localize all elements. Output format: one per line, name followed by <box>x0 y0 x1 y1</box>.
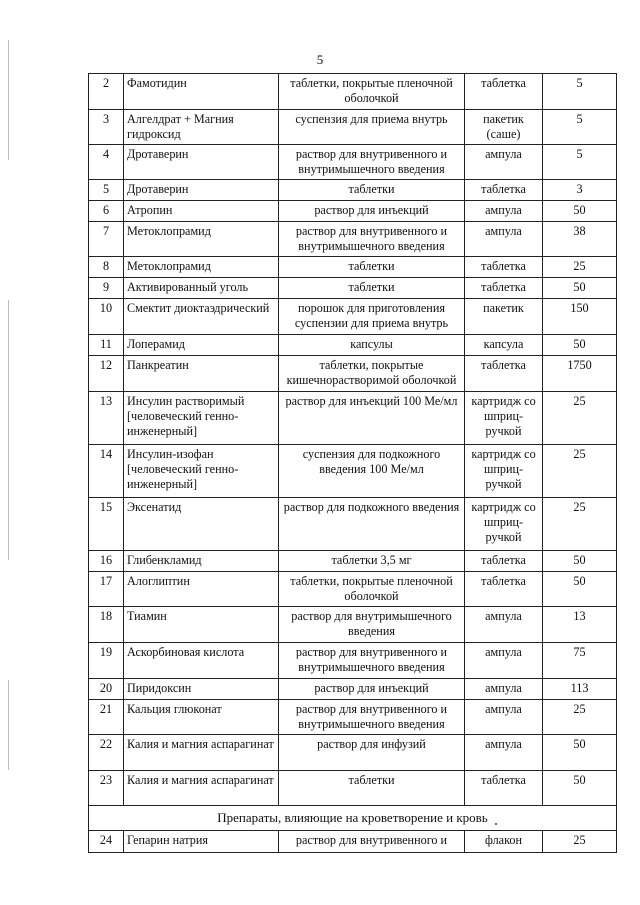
drug-name: Инсулин растворимый [человеческий генно-инженерный] <box>124 392 279 445</box>
table-row <box>89 110 617 145</box>
table-row <box>89 278 617 299</box>
package-unit: пакетик <box>465 299 543 335</box>
row-number: 4 <box>89 145 124 180</box>
drug-name: Алоглиптин <box>124 572 279 607</box>
quantity: 25 <box>543 257 617 278</box>
drug-name: Панкреатин <box>124 356 279 392</box>
quantity: 25 <box>543 700 617 735</box>
table-row <box>89 771 617 806</box>
quantity: 75 <box>543 643 617 679</box>
drug-name: Кальция глюконат <box>124 700 279 735</box>
table-row <box>89 222 617 257</box>
drug-name: Атропин <box>124 201 279 222</box>
table-row <box>89 335 617 356</box>
dosage-form: раствор для инфузий <box>279 735 465 771</box>
dosage-form: суспензия для приема внутрь <box>279 110 465 145</box>
package-unit: таблетка <box>465 278 543 299</box>
dosage-form: суспензия для подкожного введения 100 Ме/мл <box>279 445 465 498</box>
drug-name: Метоклопрамид <box>124 257 279 278</box>
row-number: 14 <box>89 445 124 498</box>
drug-name: Аскорбиновая кислота <box>124 643 279 679</box>
row-number: 23 <box>89 771 124 806</box>
package-unit: таблетка <box>465 572 543 607</box>
quantity: 50 <box>543 335 617 356</box>
row-number: 9 <box>89 278 124 299</box>
table-row <box>89 735 617 771</box>
quantity: 13 <box>543 607 617 643</box>
row-number: 3 <box>89 110 124 145</box>
drug-name: Дротаверин <box>124 145 279 180</box>
package-unit: пакетик (саше) <box>465 110 543 145</box>
dosage-form: таблетки <box>279 180 465 201</box>
package-unit: картридж со шприц-ручкой <box>465 392 543 445</box>
package-unit: таблетка <box>465 771 543 806</box>
drug-name: Лоперамид <box>124 335 279 356</box>
dosage-form: раствор для внутривенного и внутримышечного введения <box>279 700 465 735</box>
drug-name: Глибенкламид <box>124 551 279 572</box>
dosage-form: раствор для внутривенного и <box>279 831 465 853</box>
table-row <box>89 74 617 110</box>
package-unit: ампула <box>465 607 543 643</box>
table-row <box>89 551 617 572</box>
package-unit: таблетка <box>465 356 543 392</box>
quantity: 5 <box>543 110 617 145</box>
package-unit: ампула <box>465 222 543 257</box>
table-row <box>89 831 617 853</box>
table-row <box>89 498 617 551</box>
row-number: 17 <box>89 572 124 607</box>
drug-name: Метоклопрамид <box>124 222 279 257</box>
table-row <box>89 445 617 498</box>
quantity: 5 <box>543 74 617 110</box>
table-row <box>89 201 617 222</box>
quantity: 3 <box>543 180 617 201</box>
dosage-form: раствор для внутривенного и внутримышечного введения <box>279 145 465 180</box>
quantity: 50 <box>543 278 617 299</box>
dosage-form: раствор для инъекций <box>279 679 465 700</box>
drug-table <box>88 73 617 853</box>
table-row <box>89 679 617 700</box>
dosage-form: раствор для подкожного введения <box>279 498 465 551</box>
table-row <box>89 392 617 445</box>
package-unit: ампула <box>465 201 543 222</box>
row-number: 19 <box>89 643 124 679</box>
dosage-form: раствор для инъекций <box>279 201 465 222</box>
section-heading: Препараты, влияющие на кроветворение и кровь <box>89 806 617 831</box>
quantity: 1750 <box>543 356 617 392</box>
quantity: 50 <box>543 771 617 806</box>
drug-name: Алгелдрат + Магния гидроксид <box>124 110 279 145</box>
drug-name: Калия и магния аспарагинат <box>124 771 279 806</box>
scan-speck <box>495 823 497 825</box>
table-row <box>89 607 617 643</box>
table-row <box>89 356 617 392</box>
dosage-form: раствор для инъекций 100 Ме/мл <box>279 392 465 445</box>
quantity: 25 <box>543 445 617 498</box>
quantity: 25 <box>543 498 617 551</box>
drug-name: Активированный уголь <box>124 278 279 299</box>
drug-name: Гепарин натрия <box>124 831 279 853</box>
row-number: 13 <box>89 392 124 445</box>
quantity: 50 <box>543 201 617 222</box>
drug-name: Калия и магния аспарагинат <box>124 735 279 771</box>
package-unit: таблетка <box>465 180 543 201</box>
dosage-form: таблетки <box>279 257 465 278</box>
scan-margin-line <box>8 300 9 560</box>
drug-name: Тиамин <box>124 607 279 643</box>
scan-margin-line <box>8 680 9 770</box>
package-unit: картридж со шприц-ручкой <box>465 445 543 498</box>
row-number: 18 <box>89 607 124 643</box>
dosage-form: капсулы <box>279 335 465 356</box>
drug-name: Смектит диоктаэдрический <box>124 299 279 335</box>
row-number: 7 <box>89 222 124 257</box>
row-number: 16 <box>89 551 124 572</box>
drug-name: Пиридоксин <box>124 679 279 700</box>
section-heading-row <box>89 806 617 831</box>
row-number: 10 <box>89 299 124 335</box>
package-unit: ампула <box>465 643 543 679</box>
quantity: 25 <box>543 392 617 445</box>
row-number: 11 <box>89 335 124 356</box>
package-unit: ампула <box>465 145 543 180</box>
package-unit: таблетка <box>465 551 543 572</box>
quantity: 150 <box>543 299 617 335</box>
quantity: 38 <box>543 222 617 257</box>
drug-name: Дротаверин <box>124 180 279 201</box>
package-unit: таблетка <box>465 74 543 110</box>
dosage-form: таблетки <box>279 278 465 299</box>
quantity: 113 <box>543 679 617 700</box>
row-number: 24 <box>89 831 124 853</box>
package-unit: картридж со шприц-ручкой <box>465 498 543 551</box>
dosage-form: порошок для приготовления суспензии для приема внутрь <box>279 299 465 335</box>
package-unit: таблетка <box>465 257 543 278</box>
row-number: 15 <box>89 498 124 551</box>
row-number: 5 <box>89 180 124 201</box>
quantity: 50 <box>543 551 617 572</box>
package-unit: флакон <box>465 831 543 853</box>
package-unit: ампула <box>465 700 543 735</box>
table-row <box>89 572 617 607</box>
table-row <box>89 257 617 278</box>
package-unit: капсула <box>465 335 543 356</box>
drug-name: Эксенатид <box>124 498 279 551</box>
table-row <box>89 180 617 201</box>
quantity: 5 <box>543 145 617 180</box>
drug-name: Фамотидин <box>124 74 279 110</box>
table-row <box>89 145 617 180</box>
quantity: 25 <box>543 831 617 853</box>
row-number: 21 <box>89 700 124 735</box>
dosage-form: раствор для внутривенного и внутримышечного введения <box>279 643 465 679</box>
dosage-form: раствор для внутримышечного введения <box>279 607 465 643</box>
dosage-form: таблетки, покрытые кишечнорастворимой оболочкой <box>279 356 465 392</box>
dosage-form: раствор для внутривенного и внутримышечного введения <box>279 222 465 257</box>
row-number: 6 <box>89 201 124 222</box>
row-number: 2 <box>89 74 124 110</box>
table-row <box>89 299 617 335</box>
row-number: 8 <box>89 257 124 278</box>
package-unit: ампула <box>465 679 543 700</box>
table-row <box>89 700 617 735</box>
drug-name: Инсулин-изофан [человеческий генно-инженерный] <box>124 445 279 498</box>
package-unit: ампула <box>465 735 543 771</box>
quantity: 50 <box>543 572 617 607</box>
page-number: 5 <box>316 52 324 67</box>
row-number: 20 <box>89 679 124 700</box>
dosage-form: таблетки, покрытые пленочной оболочкой <box>279 572 465 607</box>
row-number: 12 <box>89 356 124 392</box>
quantity: 50 <box>543 735 617 771</box>
table-row <box>89 643 617 679</box>
row-number: 22 <box>89 735 124 771</box>
dosage-form: таблетки 3,5 мг <box>279 551 465 572</box>
dosage-form: таблетки, покрытые пленочной оболочкой <box>279 74 465 110</box>
dosage-form: таблетки <box>279 771 465 806</box>
